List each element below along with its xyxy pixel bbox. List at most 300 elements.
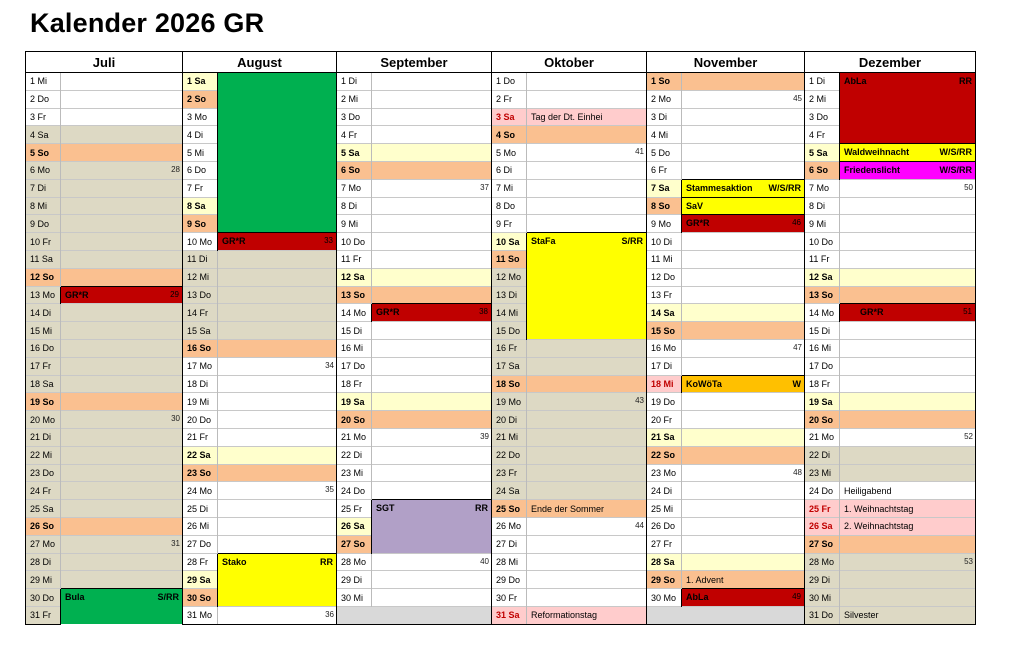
day-note-cell — [682, 464, 805, 482]
weekday-label: Di — [42, 556, 52, 567]
date-cell — [183, 339, 218, 357]
date-cell — [183, 393, 218, 411]
date-cell — [805, 446, 840, 464]
date-label: 16 — [496, 343, 507, 354]
date-cell — [183, 482, 218, 500]
weekday-label: Sa — [663, 307, 675, 318]
weekday-label: Mo — [199, 610, 213, 621]
day-note-cell — [218, 375, 337, 393]
day-note — [527, 575, 531, 585]
day-note-cell — [61, 322, 183, 340]
day-note — [840, 183, 844, 193]
date-cell — [805, 375, 840, 393]
weekday-label: Sa — [348, 147, 360, 158]
event-november-7 — [682, 179, 805, 197]
date-label: 15 — [496, 325, 507, 336]
date-cell — [647, 250, 682, 268]
event-label: AbLa — [686, 592, 709, 603]
date-cell — [26, 233, 61, 251]
weekday-label: Mi — [821, 343, 832, 354]
weekday-label: Fr — [821, 378, 831, 389]
weekday-label: Fr — [508, 592, 518, 603]
date-label: 1 — [187, 76, 193, 87]
date-label: 30 — [187, 592, 198, 603]
event-label: Stammesaktion — [686, 182, 753, 193]
date-cell — [337, 268, 372, 286]
calendar-row — [26, 411, 976, 429]
date-cell — [647, 500, 682, 518]
date-label: 25 — [651, 503, 662, 514]
date-cell — [805, 464, 840, 482]
event-right-label: 38 — [479, 307, 488, 317]
date-cell — [805, 606, 840, 624]
day-note — [61, 148, 65, 158]
event-label: AbLa — [844, 76, 867, 86]
weekday-label: Do — [821, 236, 834, 247]
date-label: 21 — [341, 432, 352, 443]
date-cell — [26, 250, 61, 268]
date-label: 31 — [496, 610, 507, 621]
event-august-28 — [218, 553, 337, 606]
date-label: 21 — [651, 432, 662, 443]
date-label: 5 — [809, 147, 815, 158]
day-note — [218, 343, 222, 353]
weekday-label: Sa — [508, 361, 520, 372]
event-label: Bula — [65, 592, 85, 603]
day-note — [61, 450, 65, 460]
day-note-cell — [218, 393, 337, 411]
date-label: 19 — [187, 396, 198, 407]
date-label: 17 — [651, 361, 662, 372]
date-label: 30 — [809, 592, 820, 603]
weekday-label: So — [816, 165, 829, 176]
week-number: 28 — [171, 164, 180, 174]
date-cell — [647, 90, 682, 108]
date-label: 22 — [341, 450, 352, 461]
day-note — [372, 148, 376, 158]
day-note — [61, 397, 65, 407]
event-right-label: RR — [475, 503, 488, 514]
week-number: 34 — [325, 360, 334, 370]
date-label: 9 — [341, 218, 347, 229]
weekday-label: Sa — [41, 254, 53, 265]
date-cell — [492, 90, 527, 108]
date-cell — [805, 357, 840, 375]
weekday-label: Mo — [199, 485, 213, 496]
date-cell — [492, 375, 527, 393]
day-note-cell — [682, 500, 805, 518]
weekday-label: Mo — [199, 361, 213, 372]
week-number: 52 — [964, 431, 973, 441]
day-note — [527, 450, 531, 460]
date-cell — [805, 179, 840, 197]
date-cell — [26, 393, 61, 411]
day-note — [61, 539, 65, 549]
weekday-label: Mi — [821, 592, 832, 603]
weekday-label: Sa — [37, 129, 49, 140]
weekday-label: Fr — [663, 289, 673, 300]
calendar-row — [26, 126, 976, 144]
date-label: 1 — [30, 76, 36, 87]
weekday-label: So — [821, 539, 834, 550]
date-label: 17 — [496, 361, 507, 372]
date-cell — [805, 393, 840, 411]
day-note — [372, 326, 376, 336]
day-note — [682, 130, 686, 140]
event-label: GR*R — [376, 307, 400, 318]
date-cell — [492, 179, 527, 197]
event-august-10 — [218, 233, 337, 251]
date-cell — [337, 393, 372, 411]
day-note — [61, 254, 65, 264]
date-label: 14 — [187, 307, 198, 318]
date-cell — [337, 375, 372, 393]
day-note-cell — [61, 304, 183, 322]
day-note — [527, 397, 531, 407]
day-note — [372, 361, 376, 371]
day-note-cell — [61, 215, 183, 233]
day-note — [682, 94, 686, 104]
date-cell — [492, 197, 527, 215]
day-note — [682, 397, 686, 407]
weekday-label: Do — [508, 325, 521, 336]
date-cell — [647, 161, 682, 179]
week-number: 53 — [964, 556, 973, 566]
day-note-cell — [372, 144, 492, 162]
date-cell — [26, 108, 61, 126]
calendar-row — [26, 535, 976, 553]
day-note-cell — [840, 464, 976, 482]
week-number: 43 — [635, 396, 644, 406]
day-note — [527, 539, 531, 549]
date-cell — [492, 553, 527, 571]
date-cell — [183, 108, 218, 126]
weekday-label: Mo — [663, 592, 677, 603]
day-note — [372, 557, 376, 567]
day-note — [218, 610, 222, 620]
day-note — [527, 415, 531, 425]
date-cell — [337, 250, 372, 268]
weekday-label: Sa — [508, 610, 520, 621]
day-note-cell — [527, 411, 647, 429]
day-note — [372, 165, 376, 175]
weekday-label: Fr — [199, 307, 209, 318]
date-cell — [26, 589, 61, 607]
date-label: 28 — [30, 556, 41, 567]
date-label: 15 — [809, 325, 820, 336]
day-note — [682, 361, 686, 371]
day-note — [372, 343, 376, 353]
day-note — [61, 219, 65, 229]
weekday-label: So — [199, 343, 212, 354]
day-note-cell — [840, 589, 976, 607]
date-cell — [492, 73, 527, 91]
weekday-label: Mi — [663, 503, 674, 514]
calendar-row — [26, 446, 976, 464]
day-note — [372, 290, 376, 300]
month-header-row — [26, 52, 976, 73]
weekday-label: Do — [348, 111, 361, 122]
date-cell — [805, 589, 840, 607]
date-cell — [183, 500, 218, 518]
weekday-label: Di — [821, 574, 831, 585]
day-note — [527, 432, 531, 442]
weekday-label: Do — [821, 485, 834, 496]
day-note-cell — [527, 161, 647, 179]
date-label: 11 — [187, 254, 197, 265]
date-label: 23 — [809, 467, 820, 478]
date-cell — [183, 144, 218, 162]
event-label: Friedenslicht — [844, 164, 901, 175]
date-label: 22 — [30, 450, 41, 461]
weekday-label: Fr — [663, 539, 673, 550]
weekday-label: Fr — [508, 343, 518, 354]
weekday-label: Sa — [821, 396, 833, 407]
weekday-label: Fr — [42, 610, 52, 621]
day-note-cell — [527, 553, 647, 571]
day-note — [61, 521, 65, 531]
weekday-label: So — [663, 325, 676, 336]
day-note — [372, 183, 376, 193]
day-note — [840, 539, 844, 549]
day-note-cell — [527, 179, 647, 197]
weekday-label: Di — [503, 165, 513, 176]
month-header-oktober: Oktober — [492, 52, 647, 73]
date-label: 19 — [809, 396, 820, 407]
date-label: 15 — [30, 325, 41, 336]
weekday-label: Mo — [658, 218, 672, 229]
date-label: 7 — [651, 183, 657, 194]
date-label: 20 — [187, 414, 198, 425]
event-label: SaV — [686, 200, 704, 211]
date-label: 28 — [187, 556, 198, 567]
day-note-cell — [61, 571, 183, 589]
date-cell — [492, 286, 527, 304]
weekday-label: Di — [816, 76, 826, 87]
day-note — [840, 219, 844, 229]
calendar-row — [26, 357, 976, 375]
weekday-label: So — [42, 521, 55, 532]
weekday-label: Sa — [353, 272, 365, 283]
weekday-label: Do — [353, 236, 366, 247]
weekday-label: Di — [508, 539, 518, 550]
weekday-label: Do — [42, 592, 55, 603]
date-label: 29 — [187, 574, 198, 585]
weekday-label: Do — [199, 539, 212, 550]
day-note — [527, 593, 531, 603]
weekday-label: Mo — [353, 432, 367, 443]
calendar-row — [26, 571, 976, 589]
date-cell — [647, 446, 682, 464]
day-note — [218, 272, 222, 282]
weekday-label: Sa — [353, 521, 365, 532]
date-cell — [337, 90, 372, 108]
date-label: 8 — [496, 200, 502, 211]
day-note — [218, 379, 222, 389]
weekday-label: So — [658, 200, 671, 211]
weekday-label: Mi — [821, 467, 832, 478]
calendar-row — [26, 304, 976, 322]
date-label: 10 — [651, 236, 662, 247]
date-cell — [492, 482, 527, 500]
date-cell — [647, 304, 682, 322]
date-cell — [492, 215, 527, 233]
day-note — [527, 557, 531, 567]
weekday-label: Mi — [508, 432, 519, 443]
calendar-row — [26, 268, 976, 286]
day-note-cell — [372, 357, 492, 375]
date-cell — [805, 250, 840, 268]
date-label: 28 — [341, 556, 352, 567]
event-dezember-6 — [840, 161, 976, 179]
date-label: 14 — [341, 307, 352, 318]
day-note — [840, 468, 844, 478]
date-label: 26 — [809, 521, 820, 532]
date-label: 9 — [496, 218, 502, 229]
date-cell — [26, 606, 61, 624]
date-cell — [26, 179, 61, 197]
date-cell — [26, 215, 61, 233]
day-note-cell — [372, 464, 492, 482]
date-label: 31 — [30, 610, 41, 621]
date-cell — [183, 233, 218, 251]
weekday-label: Di — [816, 200, 826, 211]
day-note-cell — [218, 268, 337, 286]
day-note: Reformationstag — [531, 610, 598, 621]
date-cell — [183, 446, 218, 464]
date-label: 25 — [187, 503, 198, 514]
day-note — [218, 361, 222, 371]
day-note — [840, 237, 844, 247]
date-label: 7 — [187, 183, 193, 194]
date-cell — [492, 606, 527, 624]
date-cell — [337, 535, 372, 553]
date-label: 19 — [496, 396, 507, 407]
date-label: 10 — [341, 236, 352, 247]
weekday-label: Di — [199, 503, 209, 514]
date-cell — [805, 428, 840, 446]
weekday-label: Mo — [42, 414, 56, 425]
weekday-label: Do — [821, 361, 834, 372]
day-note-cell — [527, 126, 647, 144]
date-label: 18 — [187, 378, 198, 389]
date-label: 12 — [30, 272, 41, 283]
weekday-label: Di — [663, 485, 673, 496]
date-label: 7 — [341, 183, 347, 194]
weekday-label: So — [194, 94, 207, 105]
day-note: 1. Weihnachtstag — [844, 503, 914, 514]
date-cell — [647, 589, 682, 607]
date-cell — [183, 126, 218, 144]
date-cell — [26, 268, 61, 286]
day-note-cell — [372, 482, 492, 500]
date-label: 17 — [809, 361, 820, 372]
date-label: 2 — [341, 94, 347, 105]
date-label: 6 — [341, 165, 347, 176]
weekday-label: Fr — [199, 556, 209, 567]
day-note-cell — [372, 250, 492, 268]
weekday-label: Di — [348, 200, 358, 211]
weekday-label: Di — [194, 129, 204, 140]
date-label: 29 — [341, 574, 352, 585]
date-label: 14 — [30, 307, 41, 318]
day-note-cell — [682, 411, 805, 429]
event-november-9 — [682, 215, 805, 233]
date-cell — [647, 428, 682, 446]
weekday-label: Mi — [508, 556, 519, 567]
date-cell — [492, 517, 527, 535]
weekday-label: Do — [37, 94, 50, 105]
day-note — [840, 290, 844, 300]
date-label: 15 — [187, 325, 198, 336]
date-cell — [183, 73, 218, 91]
date-cell — [805, 339, 840, 357]
week-number: 47 — [793, 342, 802, 352]
day-note — [527, 379, 531, 389]
date-cell — [183, 322, 218, 340]
date-cell — [26, 553, 61, 571]
calendar-row — [26, 90, 976, 108]
weekday-label: Mi — [348, 218, 359, 229]
day-note-cell — [527, 339, 647, 357]
date-cell — [647, 126, 682, 144]
event-right-label: RR — [320, 556, 333, 567]
date-cell — [647, 233, 682, 251]
weekday-label: Mi — [199, 396, 210, 407]
weekday-label: Do — [503, 76, 516, 87]
date-label: 4 — [341, 129, 347, 140]
day-note-cell — [61, 428, 183, 446]
date-label: 10 — [809, 236, 820, 247]
weekday-label: Do — [816, 111, 829, 122]
date-label: 27 — [341, 539, 352, 550]
weekday-label: Fr — [508, 467, 518, 478]
date-label: 12 — [496, 272, 507, 283]
weekday-label: Do — [199, 414, 212, 425]
day-note-cell — [372, 286, 492, 304]
day-note — [61, 272, 65, 282]
day-note — [218, 486, 222, 496]
day-note-cell — [840, 411, 976, 429]
date-cell — [337, 304, 372, 322]
date-cell — [183, 90, 218, 108]
date-label: 6 — [187, 165, 193, 176]
date-label: 20 — [651, 414, 662, 425]
date-label: 29 — [496, 574, 507, 585]
week-number: 50 — [964, 182, 973, 192]
weekday-label: Di — [199, 378, 209, 389]
weekday-label: So — [194, 218, 207, 229]
weekday-label: Mi — [348, 94, 359, 105]
calendar-row — [26, 428, 976, 446]
weekday-label: Fr — [353, 503, 363, 514]
weekday-label: So — [348, 165, 361, 176]
weekday-label: Fr — [821, 503, 831, 514]
date-label: 3 — [809, 111, 815, 122]
day-note: Ende der Sommer — [531, 503, 605, 514]
date-label: 18 — [341, 378, 352, 389]
day-note-cell — [840, 179, 976, 197]
day-note-cell — [218, 357, 337, 375]
event-label: GR*R — [686, 218, 710, 229]
weekday-label: Mi — [42, 574, 53, 585]
date-label: 10 — [187, 236, 198, 247]
day-note — [682, 468, 686, 478]
weekday-label: Fr — [352, 254, 362, 265]
date-label: 30 — [341, 592, 352, 603]
weekday-label: Di — [348, 76, 358, 87]
weekday-label: Fr — [199, 432, 209, 443]
